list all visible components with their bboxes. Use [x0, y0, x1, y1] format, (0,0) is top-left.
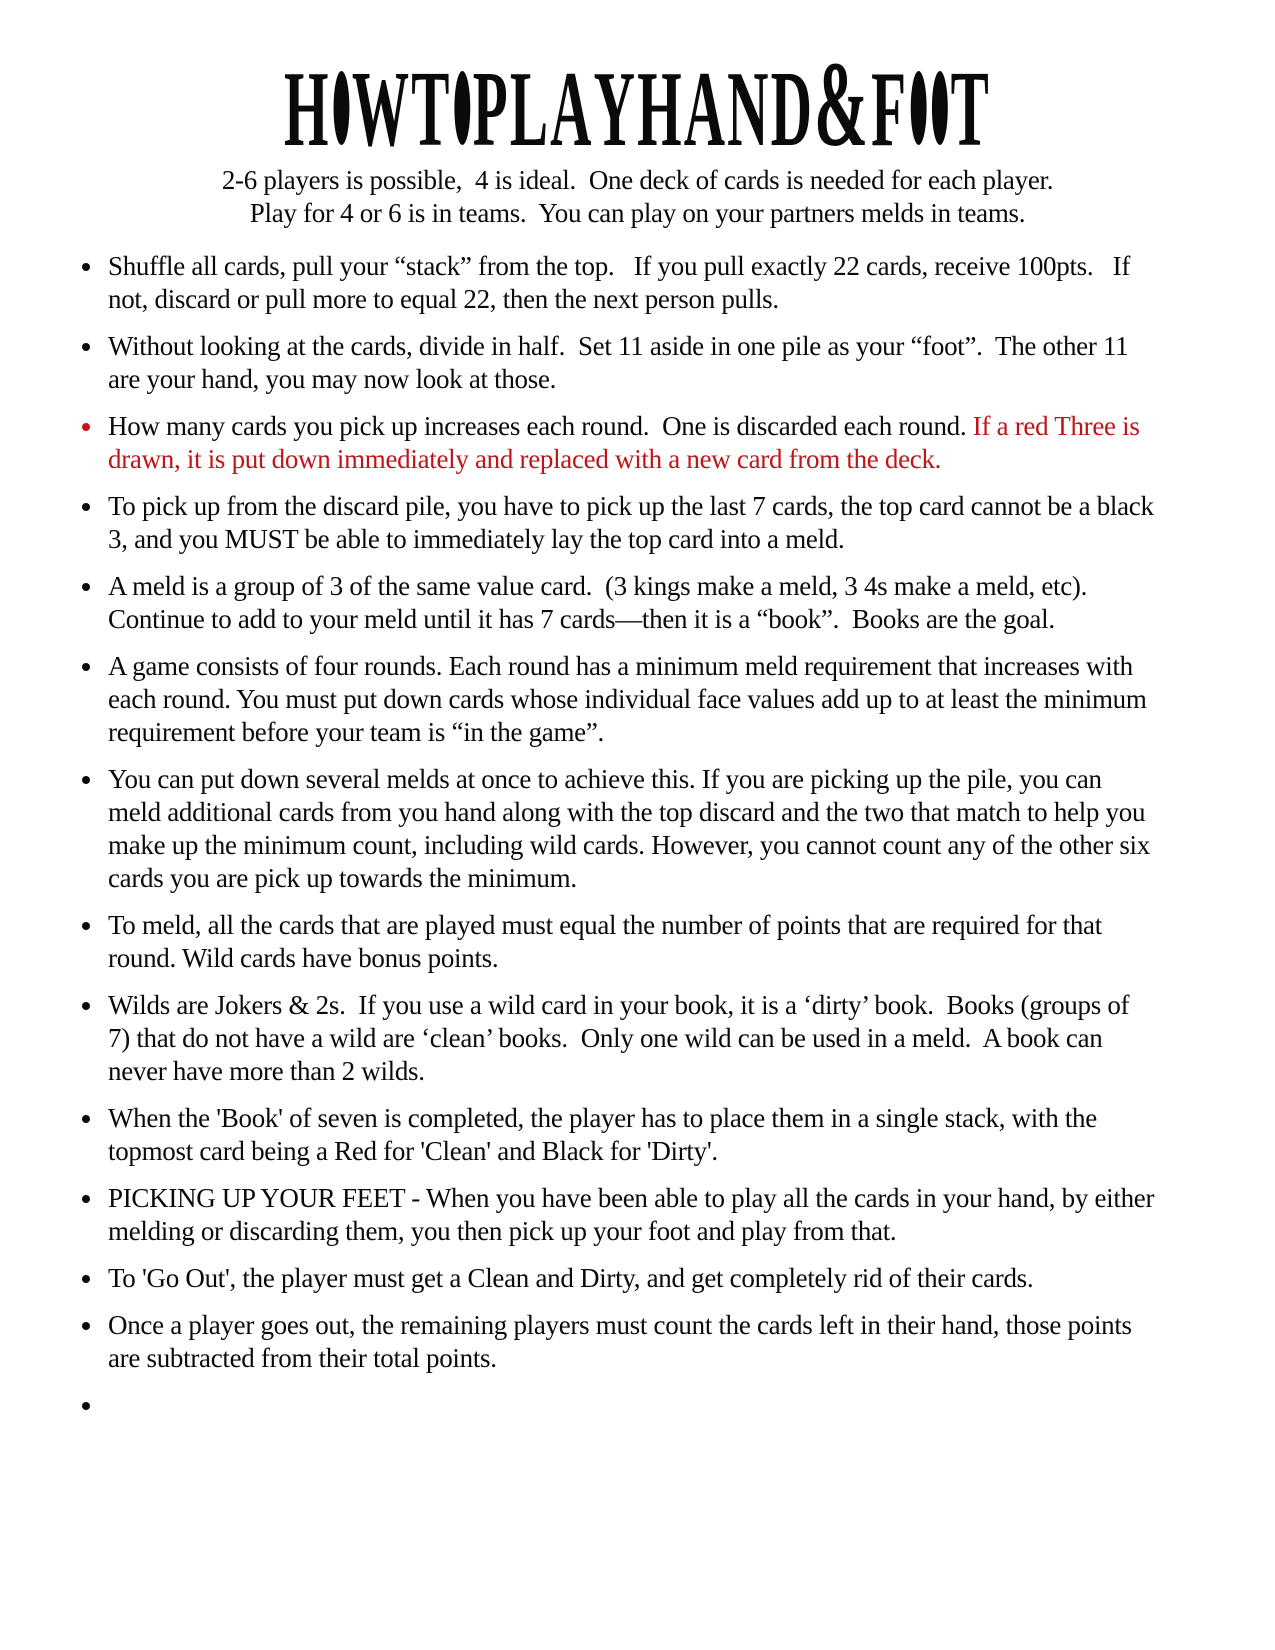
- title-letter: A: [550, 50, 594, 169]
- rule-item: [72, 1389, 1157, 1422]
- rules-list: [0, 250, 1275, 1422]
- title-letter: D: [770, 50, 815, 169]
- title-letter: H: [637, 50, 684, 169]
- intro-line-1: 2-6 players is possible, 4 is ideal. One deck of cards is needed for each player.: [221, 165, 1054, 195]
- rule-item: [72, 909, 1157, 975]
- page-title: [284, 37, 991, 172]
- letter-o-with-heart: [932, 71, 948, 145]
- title-letter: T: [950, 50, 991, 169]
- title-letter: P: [472, 50, 510, 169]
- bullet-marker: [82, 1195, 90, 1203]
- rule-item: [72, 763, 1157, 895]
- title-letter: A: [683, 50, 728, 169]
- bullet-marker: [82, 663, 90, 671]
- title-letter: F: [871, 50, 909, 169]
- rule-text-highlighted: If a red Three is drawn, it is put down immediately and replaced with a new card from the deck.: [108, 411, 1147, 474]
- bullet-marker: [82, 343, 90, 351]
- rule-text: Shuffle all cards, pull your “stack” from the top. If you pull exactly 22 cards, receive 100pts. If not, discard or pull more to equal 22, then the next person pulls.: [108, 251, 1137, 314]
- title-letter: H: [284, 50, 331, 169]
- rule-item: [72, 410, 1157, 476]
- bullet-marker: [82, 1115, 90, 1123]
- bullet-marker: [82, 776, 90, 784]
- letter-o-with-heart: [333, 71, 349, 145]
- heart-icon: ♥: [334, 96, 349, 117]
- title-letter: Y: [593, 50, 638, 169]
- rule-item: [72, 570, 1157, 636]
- bullet-marker: [82, 423, 90, 431]
- title-letter: T: [411, 50, 452, 169]
- rule-item: [72, 1102, 1157, 1168]
- rule-text: When the 'Book' of seven is completed, the player has to place them in a single stack, with the topmost card being a Red for 'Clean' and Black for 'Dirty'.: [108, 1103, 1104, 1166]
- bullet-marker: [82, 263, 90, 271]
- heart-icon: ♥: [932, 96, 948, 117]
- rule-text: Wilds are Jokers & 2s. If you use a wild card in your book, it is a ‘dirty’ book. Books (groups of 7) that do not have a wild are ‘clean’ books. Only one wild can be used in a meld. A book can never have more than 2 wilds.: [108, 990, 1136, 1086]
- letter-o-with-heart: [454, 71, 470, 145]
- bullet-marker: [82, 503, 90, 511]
- rule-text: To meld, all the cards that are played must equal the number of points that are required for that round. Wild cards have bonus points.: [108, 910, 1109, 973]
- intro-paragraph: [40, 164, 1235, 230]
- rule-item: [72, 490, 1161, 556]
- bullet-marker: [82, 922, 90, 930]
- rule-text: A game consists of four rounds. Each round has a minimum meld requirement that increases with each round. You must put down cards whose individual face values add up to at least the minimum requirement before your team is “in the game”.: [108, 651, 1154, 747]
- title-letter: L: [509, 50, 551, 169]
- bullet-marker: [82, 1275, 90, 1283]
- rule-item: [72, 250, 1157, 316]
- rule-item: [72, 1262, 1157, 1295]
- title-letter: N: [727, 50, 771, 169]
- rule-item: [72, 1309, 1157, 1375]
- rule-text: How many cards you pick up increases each round. One is discarded each round.: [108, 411, 973, 441]
- rule-text: You can put down several melds at once to achieve this. If you are picking up the pile, you can meld additional cards from you hand along with the top discard and the two that match to help you make up the minimum count, including wild cards. However, you cannot count any of the other six cards you are pick up towards the minimum.: [108, 764, 1157, 893]
- rule-text: To pick up from the discard pile, you have to pick up the last 7 cards, the top card cannot be a black 3, and you MUST be able to immediately lay the top card into a meld.: [108, 491, 1161, 554]
- bullet-marker: [82, 1002, 90, 1010]
- rule-text: Once a player goes out, the remaining players must count the cards left in their hand, those points are subtracted from their total points.: [108, 1310, 1139, 1373]
- rule-item: [72, 330, 1157, 396]
- heart-icon: ♥: [911, 96, 927, 117]
- rule-item: [72, 989, 1157, 1088]
- rule-item: [72, 650, 1157, 749]
- bullet-marker: [82, 583, 90, 591]
- bullet-marker: [82, 1402, 90, 1410]
- rule-text: PICKING UP YOUR FEET - When you have been able to play all the cards in your hand, by either melding or discarding them, you then pick up your foot and play from that.: [108, 1183, 1161, 1246]
- heart-icon: ♥: [454, 96, 470, 117]
- rule-item: [72, 1182, 1161, 1248]
- letter-o-with-heart: [911, 71, 927, 145]
- rule-text: Without looking at the cards, divide in half. Set 11 aside in one pile as your “foot”. The other 11 are your hand, you may now look at those.: [108, 331, 1135, 394]
- bullet-marker: [82, 1322, 90, 1330]
- title-letter: &: [814, 37, 872, 172]
- title-letter: W: [351, 50, 412, 169]
- rule-text: To 'Go Out', the player must get a Clean and Dirty, and get completely rid of their cards.: [108, 1263, 1034, 1293]
- rule-text: A meld is a group of 3 of the same value card. (3 kings make a meld, 3 4s make a meld, etc). Continue to add to your meld until it has 7 cards—then it is a “book”. Books are the goal.: [108, 571, 1100, 634]
- intro-line-2: Play for 4 or 6 is in teams. You can play on your partners melds in teams.: [249, 198, 1026, 228]
